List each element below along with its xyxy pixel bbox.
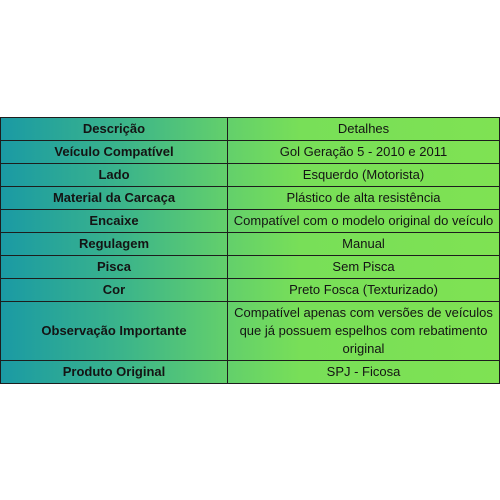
row-label-encaixe: Encaixe: [1, 210, 228, 233]
row-label-produto: Produto Original: [1, 361, 228, 384]
row-value-material: Plástico de alta resistência: [228, 187, 500, 210]
row-label-material: Material da Carcaça: [1, 187, 228, 210]
row-value-regulagem: Manual: [228, 233, 500, 256]
table-row: [1, 141, 500, 164]
header-label-cell: Descrição: [1, 118, 228, 141]
row-label-lado: Lado: [1, 164, 228, 187]
row-value-observacao: Compatível apenas com versões de veículos que já possuem espelhos com rebatimento original: [228, 302, 500, 361]
table-row: [1, 302, 500, 361]
table-row: [1, 361, 500, 384]
row-value-veiculo: Gol Geração 5 - 2010 e 2011: [228, 141, 500, 164]
table-row: [1, 233, 500, 256]
row-label-pisca: Pisca: [1, 256, 228, 279]
table-row: [1, 256, 500, 279]
row-label-cor: Cor: [1, 279, 228, 302]
row-label-regulagem: Regulagem: [1, 233, 228, 256]
table-row: [1, 187, 500, 210]
row-value-pisca: Sem Pisca: [228, 256, 500, 279]
header-value-cell: Detalhes: [228, 118, 500, 141]
row-label-observacao: Observação Importante: [1, 302, 228, 361]
table-row: [1, 210, 500, 233]
table-row: [1, 118, 500, 141]
spec-table: [0, 117, 500, 384]
row-value-produto: SPJ - Ficosa: [228, 361, 500, 384]
row-value-lado: Esquerdo (Motorista): [228, 164, 500, 187]
table-row: [1, 164, 500, 187]
row-label-veiculo: Veículo Compatível: [1, 141, 228, 164]
row-value-encaixe: Compatível com o modelo original do veículo: [228, 210, 500, 233]
row-value-cor: Preto Fosca (Texturizado): [228, 279, 500, 302]
table-row: [1, 279, 500, 302]
